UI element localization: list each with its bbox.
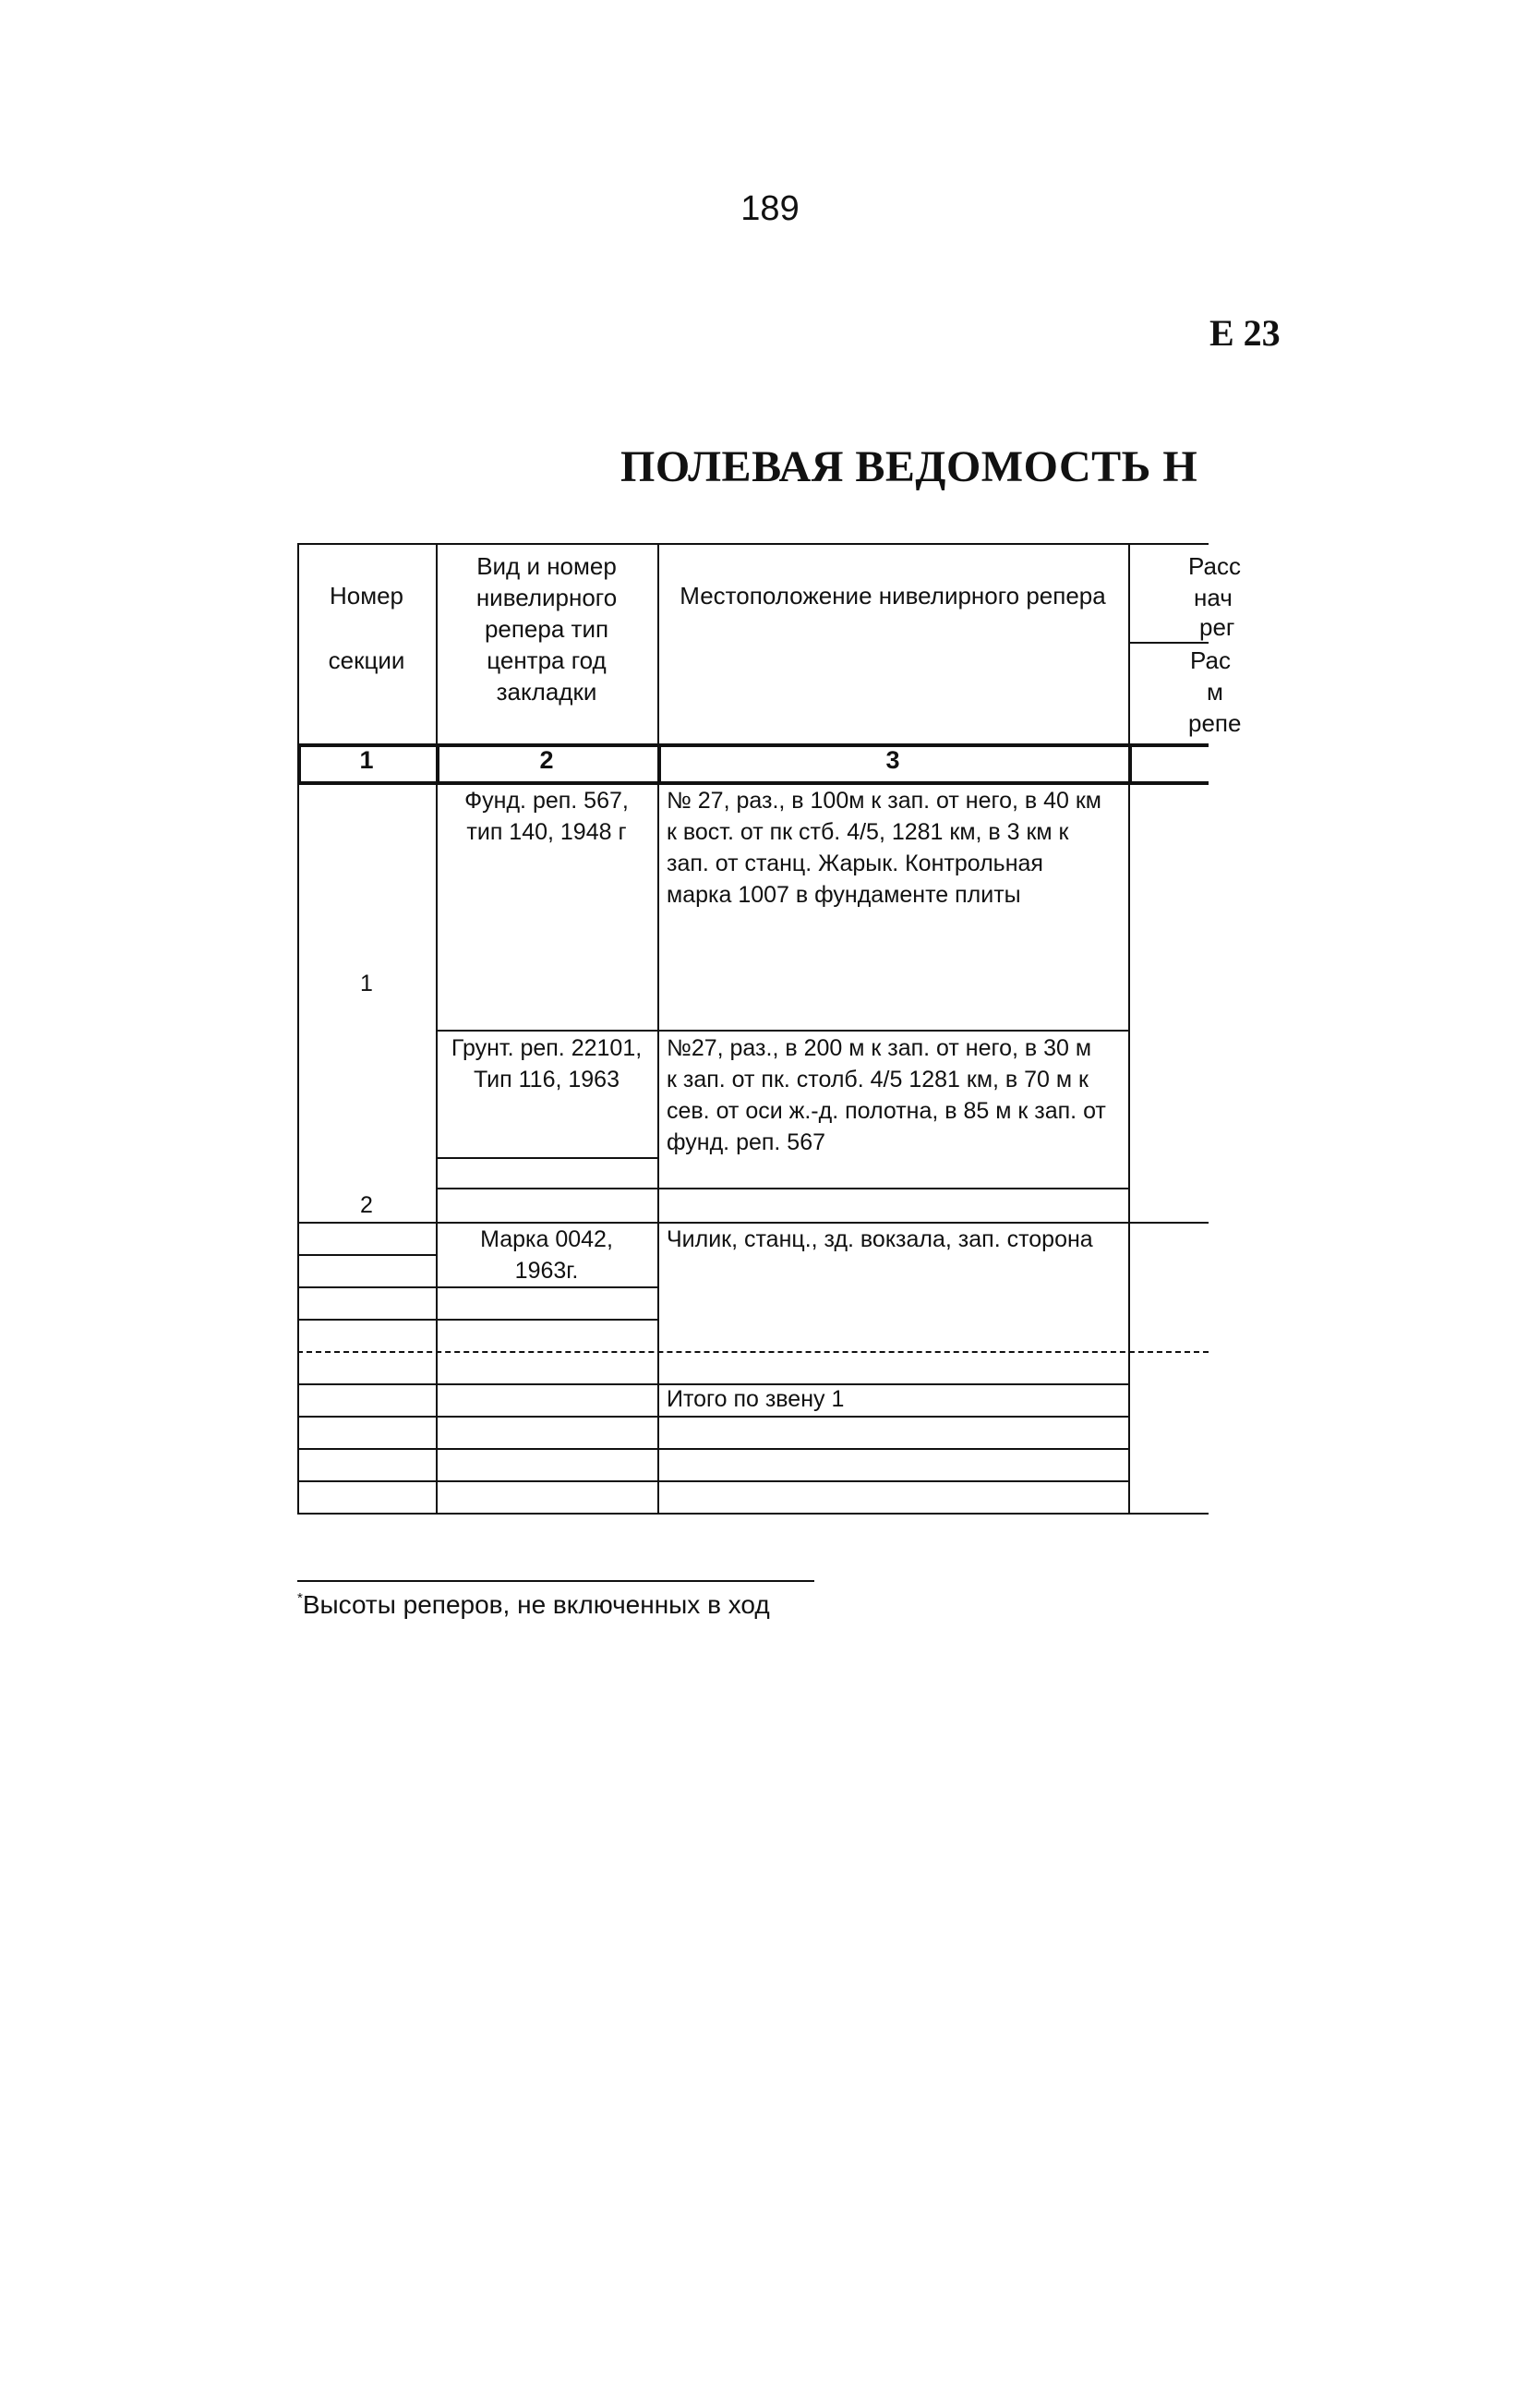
header-benchmark-line2: нивелирного [475,584,618,611]
location-line: Чилик, станц., зд. вокзала, зап. сторона [667,1226,1093,1252]
col-divider-2-body [657,781,659,1515]
left-border-header [297,543,299,743]
colnum-3: 3 [885,746,900,774]
col-divider-1-body [436,781,438,1515]
footnote-text: Высоты реперов, не включенных в ход [302,1590,770,1619]
location-line: № 27, раз., в 100м к зап. от него, в 40 км [667,788,1101,814]
header-section: секции [328,646,405,674]
benchmark-line: Фунд. реп. 567, [464,788,629,814]
total-label: Итого по звену 1 [667,1386,845,1412]
header-number: Номер [329,582,404,610]
header-benchmark-line5: закладки [496,678,597,706]
extra-rule-2 [297,1480,1128,1482]
row3-sub-rule-a [297,1254,436,1256]
page-number: 189 [740,189,800,228]
header-distance-line1: Расс [1188,552,1241,580]
header-distance-line2: нач [1194,584,1233,611]
col-divider-3-colnum [1128,743,1132,783]
table-bottom-border [297,1513,1209,1515]
benchmark-line: 1963г. [514,1258,579,1284]
footnote-rule [297,1580,814,1582]
location-line: к зап. от пк. столб. 4/5 1281 км, в 70 м к [667,1067,1089,1092]
section-number: 1 [360,971,373,996]
row3-sub-rule-c [297,1319,657,1321]
dashed-separator [297,1351,1209,1353]
location-line: к вост. от пк стб. 4/5, 1281 км, в 3 км к [667,819,1069,845]
row2-sub-rule-1 [436,1157,657,1159]
header-location: Местоположение нивелирного репера [680,582,1106,610]
header-benchmark-line4: центра год [487,646,607,674]
location-line: фунд. реп. 567 [667,1129,826,1155]
leveling-table [297,543,1242,1515]
header-distance-line4: Рас [1190,646,1231,674]
left-border-body [297,781,299,1515]
location-line: №27, раз., в 200 м к зап. от него, в 30 м [667,1035,1092,1061]
extra-rule-1 [297,1448,1128,1450]
header-distance-line5: м [1207,678,1223,706]
section-number: 2 [360,1192,373,1218]
table-top-border [297,543,1209,545]
header-benchmark-line3: репера тип [484,615,609,643]
col-divider-2-header [657,543,659,743]
form-number: Е 23 [1209,312,1281,354]
header-distance-line3: рег [1199,613,1235,641]
row2-bottom-rule [436,1188,1128,1189]
colnum-2: 2 [539,746,554,774]
colnum-1: 1 [359,746,374,774]
location-line: марка 1007 в фундаменте плиты [667,882,1021,908]
location-line: сев. от оси ж.-д. полотна, в 85 м к зап. от [667,1098,1106,1124]
document-title: ПОЛЕВАЯ ВЕДОМОСТЬ Н [620,442,1198,491]
footnote [297,1590,770,1620]
footnote-marker: * [297,1590,303,1606]
row1-bottom-rule [436,1030,1128,1032]
benchmark-line: Грунт. реп. 22101, [451,1035,643,1061]
row3-sub-rule-b [297,1286,657,1288]
benchmark-line: тип 140, 1948 г [466,819,627,845]
total-bottom-rule [297,1416,1128,1418]
location-line: зап. от станц. Жарык. Контрольная [667,851,1043,876]
header-benchmark-line1: Вид и номер [476,552,617,580]
benchmark-line: Тип 116, 1963 [474,1067,620,1092]
col-divider-3-body [1128,781,1130,1515]
benchmark-line: Марка 0042, [480,1226,613,1252]
header-distance-line6: репе [1188,709,1242,737]
